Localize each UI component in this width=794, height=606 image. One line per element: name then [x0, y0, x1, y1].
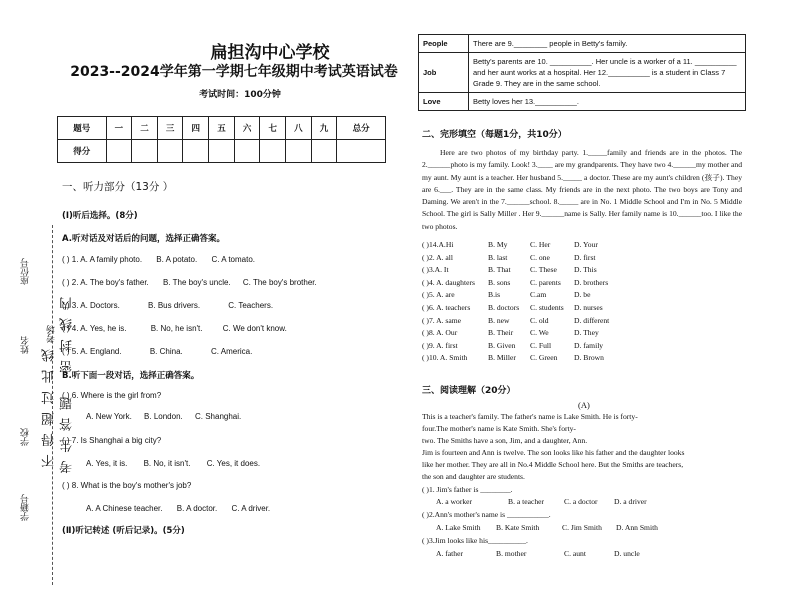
cloze-option-row [422, 328, 742, 338]
cloze-option: ( )4. A. daughters [422, 277, 475, 287]
question-3: ( ) 3. A. Doctors. B. Bus drivers. C. Teachers. [62, 301, 274, 310]
seal-warning-2: 不 得 超 过 此 线 [42, 347, 57, 468]
score-input-cell[interactable] [209, 140, 235, 163]
row-head: Job [419, 53, 469, 93]
cloze-option: C. Her [530, 240, 551, 249]
reading-question-1-options: A. a worker B. a teacher C. a doctor D. a driver [436, 497, 647, 506]
score-input-cell[interactable] [311, 140, 337, 163]
cloze-option: C. Green [530, 353, 558, 363]
dictation-row [419, 35, 746, 53]
listening-partB-title: B.听下面一段对话，选择正确答案。 [62, 371, 200, 381]
cloze-option: D. Your [574, 240, 598, 249]
score-cell: 九 [311, 117, 337, 140]
score-cell: 三 [157, 117, 183, 140]
cloze-option: C. Full [530, 340, 552, 350]
reading-line: the son and daughter are students. [422, 472, 525, 481]
score-cell: 二 [132, 117, 158, 140]
cloze-option: D. brothers [574, 277, 609, 287]
exam-room-label: 考场 [46, 325, 56, 343]
cloze-option: D. They [574, 328, 599, 338]
cloze-option: C. These [530, 265, 557, 275]
score-cell: 七 [260, 117, 286, 140]
row-head: Love [419, 93, 469, 111]
score-input-cell[interactable] [234, 140, 260, 163]
cloze-title: 二、完形填空（每题1分，共10分） [422, 130, 567, 140]
question-8-options: A. A Chinese teacher. B. A doctor. C. A driver. [86, 504, 271, 513]
dictation-row [419, 93, 746, 111]
reading-question-3-options: A. father B. mother C. aunt D. uncle [436, 549, 640, 558]
reading-line: like her mother. They are all in No.4 Middle School here. But the Smiths are teachers, [422, 460, 684, 469]
reading-question-2-options: A. Lake Smith B. Kate Smith C. Jim Smith D. Ann Smith [436, 523, 658, 532]
score-cell: 四 [183, 117, 209, 140]
question-5: ( ) 5. A. England. B. China. C. America. [62, 347, 253, 356]
cloze-option: D. different [574, 315, 610, 325]
question-6: ( ) 6. Where is the girl from? [62, 391, 162, 400]
reading-question-1: ( )1. Jim's father is ________. [422, 485, 513, 494]
score-table [57, 116, 386, 163]
cloze-option-row [422, 278, 742, 288]
listening-part1-title: (Ⅰ)听后选择。(8分) [62, 211, 138, 221]
cloze-option: C. students [530, 303, 564, 312]
cloze-option: C. one [530, 252, 550, 262]
cloze-option: B.is [488, 290, 501, 300]
exam-time: 考试时间：100分钟 [199, 90, 281, 100]
cloze-option-row [422, 316, 742, 326]
cloze-option: D. first [574, 252, 596, 262]
reading-line: This is a teacher's family. The father's name is Lake Smith. He is forty- [422, 412, 638, 421]
row-head: People [419, 35, 469, 53]
cloze-option-row [422, 303, 742, 313]
score-input-cell[interactable] [183, 140, 209, 163]
listening-part2-title: (Ⅱ)听记转述 (听后记录)。(5分) [62, 526, 185, 536]
row-text: There are 9.________ people in Betty's family. [469, 35, 746, 53]
cloze-option: C.am [530, 290, 547, 300]
dictation-row [419, 53, 746, 93]
seal-warning-3: 考 生 答 题 [60, 395, 75, 474]
reading-line: two. The Smiths have a son, Jim, and a daughter, Ann. [422, 436, 588, 445]
score-input-cell[interactable] [157, 140, 183, 163]
score-cell: 六 [234, 117, 260, 140]
listening-partA-title: A.听对话及对话后的问题，选择正确答案。 [62, 234, 225, 244]
cloze-option: B. last [488, 252, 508, 262]
reading-question-2: ( )2.Ann's mother's name is ___________. [422, 510, 551, 519]
cloze-option: ( )5. A. are [422, 290, 455, 300]
cloze-option: B. new [488, 315, 510, 325]
cloze-option-row [422, 265, 742, 275]
reading-line: Jim is fourteen and Ann is twelve. The son looks like his father and the daughter looks [422, 448, 685, 457]
reading-title: 三、阅读理解（20分） [422, 386, 516, 396]
cloze-option: ( )9. A. first [422, 340, 458, 350]
cloze-option-row [422, 341, 742, 351]
cloze-option: C. old [530, 315, 549, 325]
score-input-cell[interactable] [286, 140, 312, 163]
cloze-option: B. Miller [488, 353, 516, 363]
cloze-option: B. My [488, 240, 508, 249]
cloze-option-row [422, 253, 742, 263]
cloze-option: ( )2. A. all [422, 252, 454, 262]
cloze-option: ( )8. A. Our [422, 328, 458, 338]
cloze-option: D. family [574, 340, 604, 350]
score-row-label: 得分 [58, 140, 107, 163]
cloze-option: ( )10. A. Smith [422, 353, 468, 363]
question-4: ( ) 4. A. Yes, he is. B. No, he isn't. C. We don't know. [62, 324, 287, 333]
score-cell: 一 [106, 117, 132, 140]
cloze-option: ( )14.A.Hi [422, 240, 454, 249]
name-label: 姓名 [20, 336, 30, 354]
cloze-option: B. Their [488, 328, 514, 338]
cloze-option: B. That [488, 265, 511, 275]
cloze-option: C. parents [530, 277, 561, 287]
cloze-option-row [422, 290, 742, 300]
question-1: ( ) 1. A. A family photo. B. A potato. C. A tomato. [62, 255, 256, 264]
seat-label: 座位号 [20, 258, 30, 285]
question-7: ( ) 7. Is Shanghai a big city? [62, 436, 162, 445]
dictation-table [418, 34, 746, 111]
school-name: 扁担沟中心学校 [210, 43, 330, 63]
reading-question-3: ( )3.Jim looks like his__________. [422, 536, 528, 545]
score-input-cell[interactable] [132, 140, 158, 163]
cloze-option-row [422, 240, 742, 250]
score-cell: 总分 [337, 117, 386, 140]
cloze-option: D. Brown [574, 353, 604, 363]
cloze-option: D. This [574, 265, 597, 275]
score-input-cell[interactable] [260, 140, 286, 163]
question-6-options: A. New York. B. London. C. Shanghai. [86, 412, 242, 421]
reading-partA-title: (A) [578, 400, 590, 410]
reading-line: four.The mother's name is Kate Smith. She's forty- [422, 424, 576, 433]
cloze-option: ( )6. A. teachers [422, 303, 471, 312]
listening-title: 一、听力部分（13分 ） [62, 181, 174, 193]
school-label: 学校 [20, 428, 30, 446]
seal-warning-1: 密 封 线 内 [60, 295, 75, 374]
cloze-passage: Here are two photos of my birthday party. 1._____family and friends are in the photos. The 2.______photo is my family. Look! 3.____ are my grandparents. They have two 4.______my mother and my aunt. My aunt is a teacher. Her husband 5._____ a doctor. These are my aunt's children (孩子). They are 6.___. They are in the same class. My friends are in the next photo. The two boys are Tony and Daming. We aren't in the 7.______school. 8._____ are in No. 1 Middle School and I'm in No. 5 Middle School. The girl is Sally Miller . Her 9.______name is Sally. Her family name is 10.______too. I like the two photos. [422, 148, 742, 231]
cloze-option: ( )3.A. It [422, 265, 449, 275]
exam-title: 2023--2024学年第一学期七年级期中考试英语试卷 [70, 64, 398, 80]
cloze-option: B. sons [488, 277, 511, 287]
cloze-option: D. be [574, 290, 591, 300]
question-2: ( ) 2. A. The boy's father. B. The boy's uncle. C. The boy's brother. [62, 278, 317, 287]
cloze-option: B. doctors [488, 303, 520, 312]
score-input-cell[interactable] [106, 140, 132, 163]
question-8: ( ) 8. What is the boy's mother's job? [62, 481, 192, 490]
cloze-option: D. nurses [574, 303, 603, 312]
cloze-option: C. We [530, 328, 549, 338]
cloze-option: B. Given [488, 340, 516, 350]
student-id-label: 学籍号 [20, 494, 30, 521]
cloze-option: ( )7. A. same [422, 315, 462, 325]
cloze-option-row [422, 353, 742, 363]
score-table-score-row [58, 140, 386, 163]
question-7-options: A. Yes, it is. B. No, it isn't. C. Yes, it does. [86, 459, 261, 468]
row-text: Betty's parents are 10. __________. Her uncle is a worker of a 11. __________ and her aunt works at a hospital. Her 12.__________ is a student in Class 7 Grade 9. They are in the same school. [469, 53, 746, 93]
score-table-header-row [58, 117, 386, 140]
score-cell: 八 [286, 117, 312, 140]
row-text: Betty loves her 13.__________. [469, 93, 746, 111]
score-cell: 题号 [58, 117, 107, 140]
score-cell: 五 [209, 117, 235, 140]
score-input-cell[interactable] [337, 140, 386, 163]
